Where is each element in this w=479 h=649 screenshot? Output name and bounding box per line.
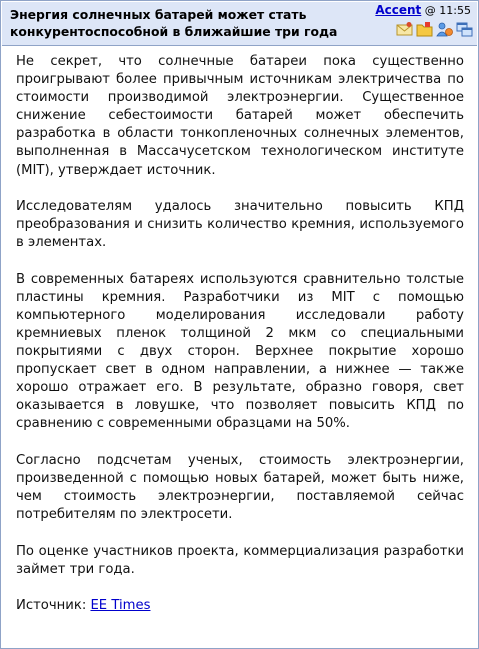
source-credit-link[interactable]: EE Times	[90, 598, 151, 614]
paragraph-3: В современных батареях используются сравнительно толстые пластины кремния. Разработчики из MIT с помощью компьютерного моделирования исследовали работу кремниевых пленок толщиной 2 мкм со специальными покрытиями с двух сторон. Верхнее покрытие хорошо пропускает свет в одном направлении, а нижнее — также хорошо отражает его. В результате, образно говоря, свет оказывается в ловушке, что позволяет повысить КПД по сравнению с современными образцами на 50%.	[16, 271, 464, 432]
article-body	[16, 53, 464, 615]
news-meta	[361, 3, 471, 18]
source-credit	[16, 597, 464, 615]
user-icon[interactable]	[436, 21, 453, 38]
source-credit-label: Источник:	[16, 598, 87, 614]
paragraph-1: Не секрет, что солнечные батареи пока существенно проигрывают более привычным источникам электричества по стоимости производимой электроэнергии. Существенное снижение себестоимости батарей может обеспечить разработка в области тонкопленочных солнечных элементов, выполненная в Массачусетском технологическом институте (MIT), утверждает источник.	[16, 54, 464, 178]
paragraph-4: Согласно подсчетам ученых, стоимость электроэнергии, произведенной с помощью новых батарей, может быть ниже, чем стоимость электроэнергии, поставляемой сейчас потребителям по электросети.	[16, 452, 464, 523]
paragraph-5: По оценке участников проекта, коммерциализация разработки займет три года.	[16, 543, 464, 577]
action-icons	[396, 21, 473, 38]
news-header	[2, 2, 477, 46]
at-sign: @	[424, 4, 436, 17]
paragraph-2: Исследователям удалось значительно повысить КПД преобразования и снизить количество кремния, используемого в элементах.	[16, 199, 464, 251]
envelope-icon[interactable]	[396, 21, 413, 38]
windows-icon[interactable]	[456, 21, 473, 38]
source-link[interactable]: Accent	[375, 3, 422, 17]
publish-time: 11:55	[439, 4, 471, 17]
headline: Энергия солнечных батарей может стать конкурентоспособной в ближайшие три года	[10, 7, 338, 39]
folder-icon[interactable]	[416, 21, 433, 38]
source-time-line	[361, 3, 471, 18]
